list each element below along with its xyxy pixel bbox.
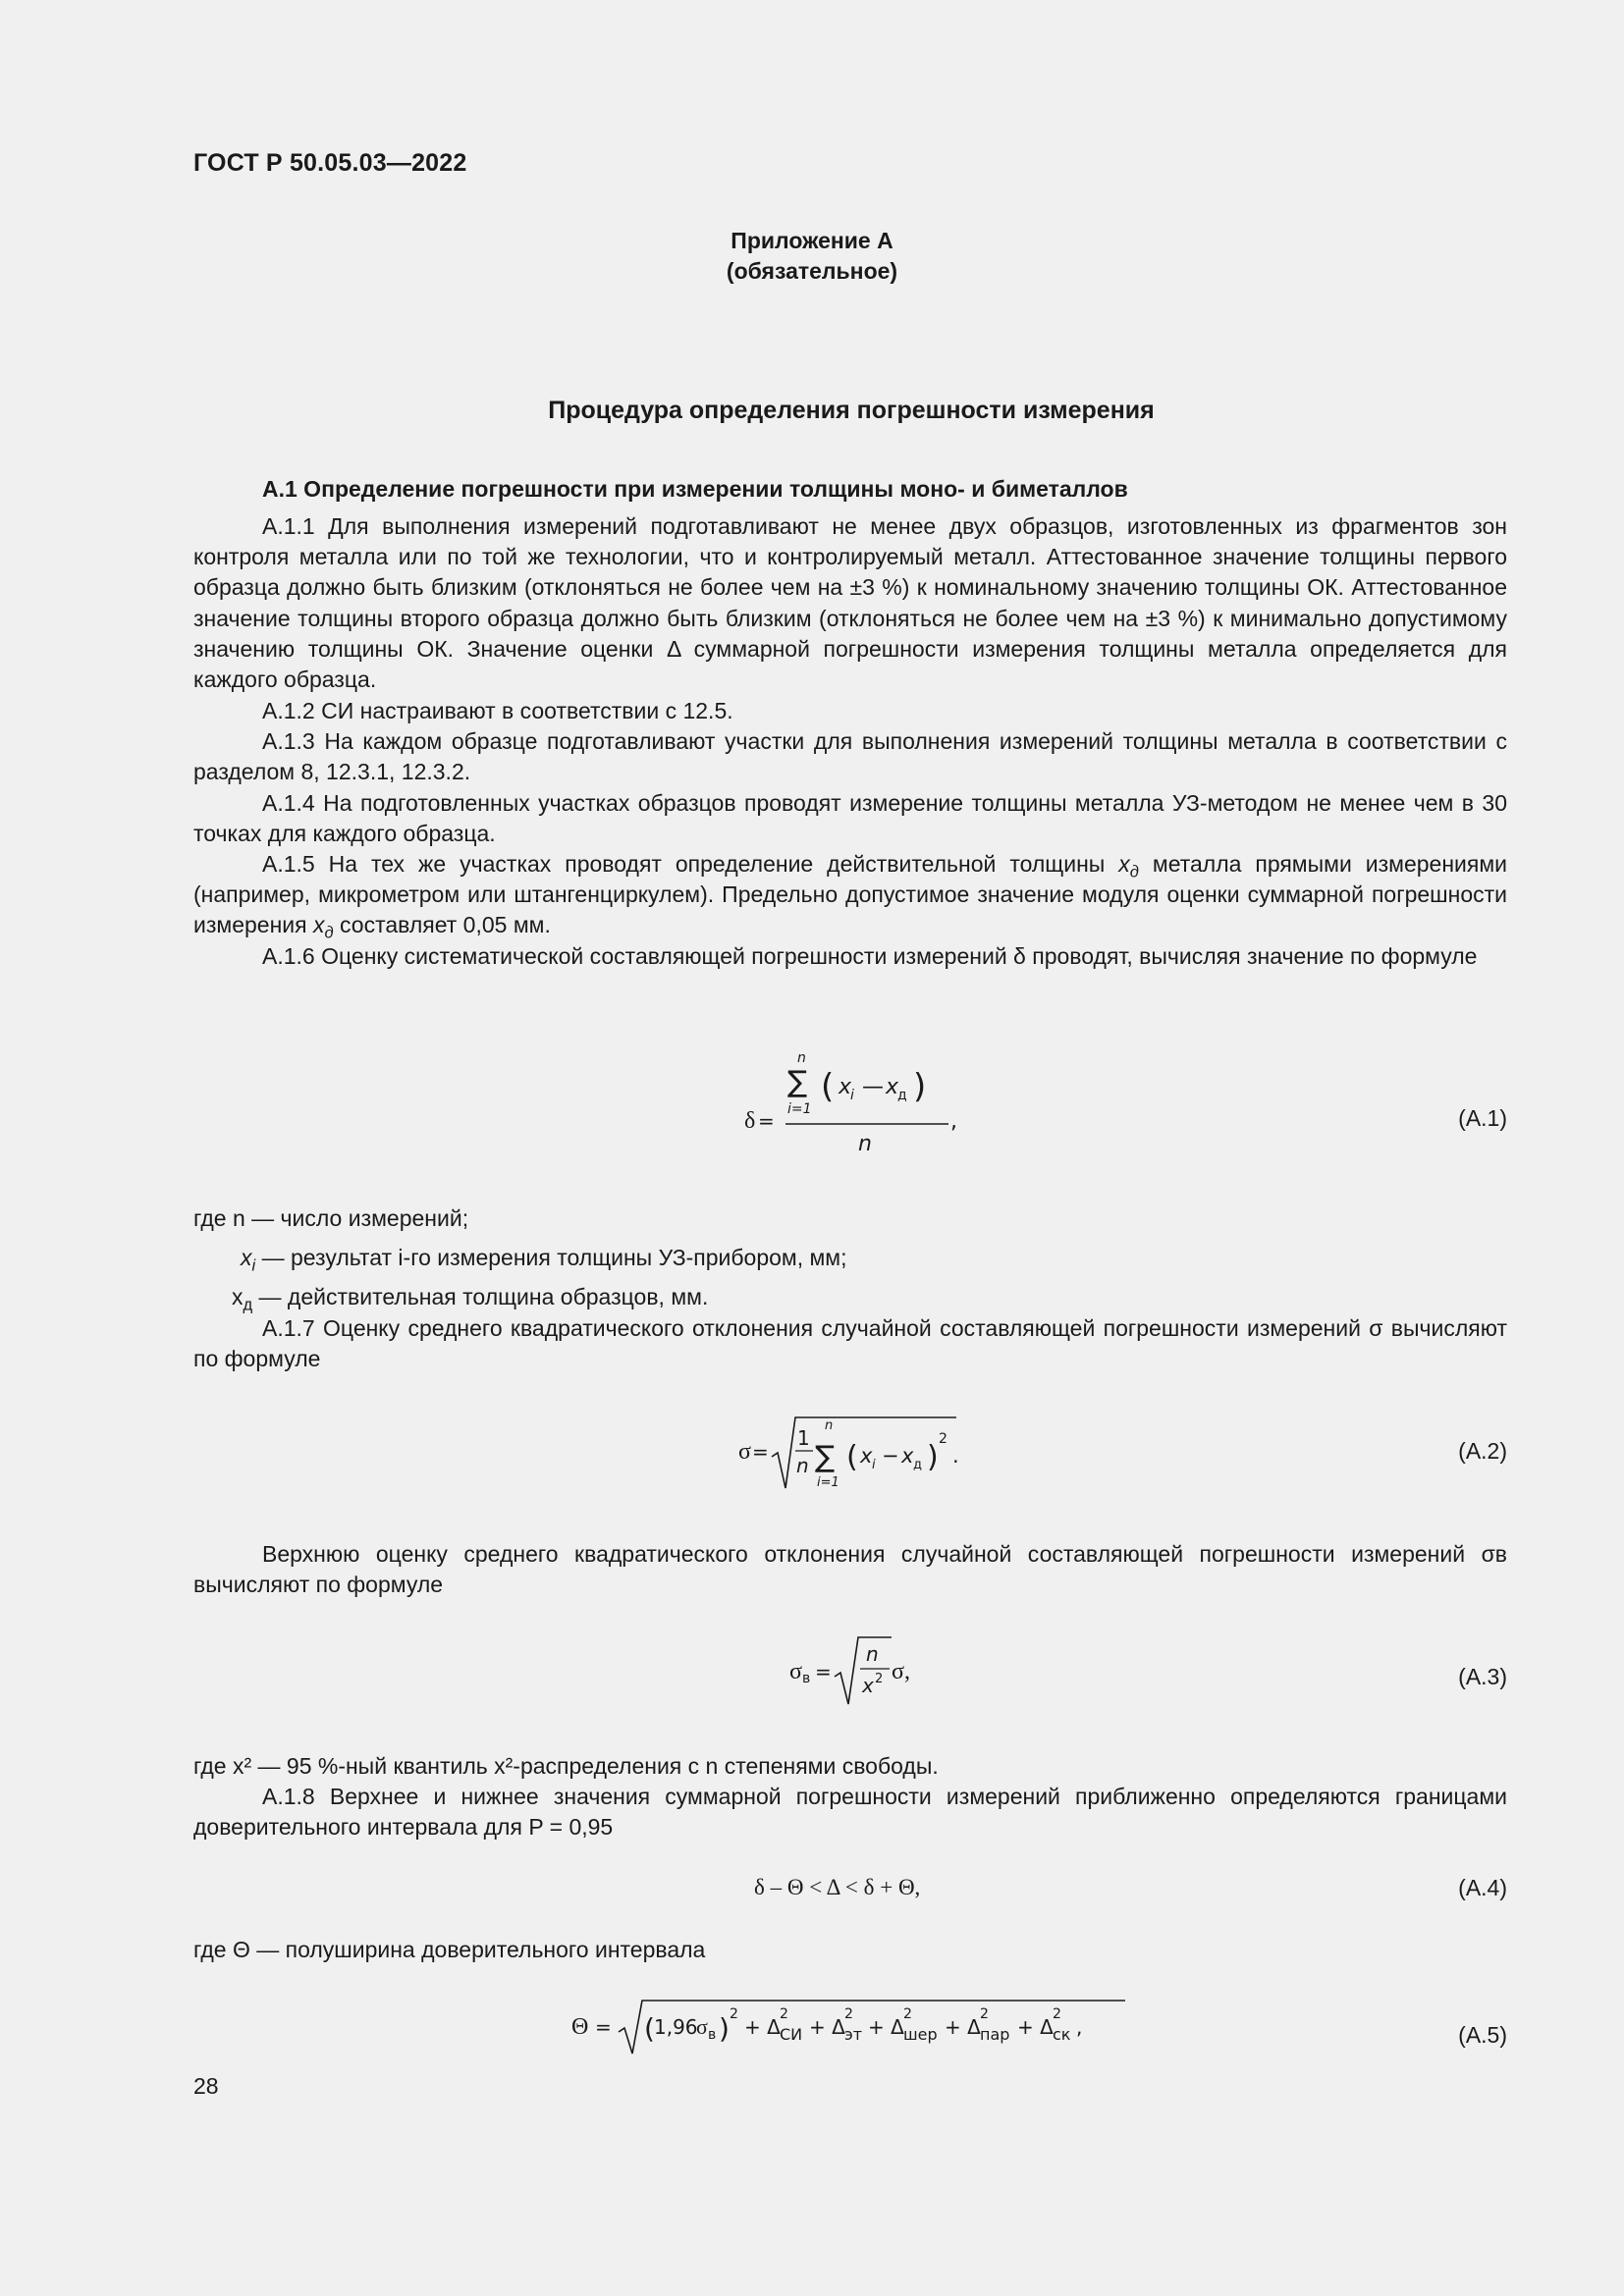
var-xd: $x_д$: [1118, 851, 1139, 881]
svg-text:(: (: [644, 2012, 655, 2045]
paragraph-where-theta: где Θ — полуширина доверительного интервала: [193, 1937, 706, 1962]
svg-text:i: i: [850, 1088, 854, 1103]
svg-text:=: =: [595, 2015, 612, 2039]
svg-text:δ: δ: [744, 1108, 756, 1134]
svg-text:x: x: [860, 1444, 873, 1468]
svg-text:σ: σ: [789, 1659, 802, 1684]
paragraph-a17: [193, 1313, 1507, 1374]
svg-text:+ Δ: + Δ: [868, 2015, 904, 2039]
svg-text:x: x: [901, 1444, 914, 1468]
svg-text:2: 2: [980, 2006, 989, 2022]
svg-text:=: =: [758, 1109, 775, 1133]
formula-a3-number: (А.3): [1458, 1664, 1507, 1689]
appendix-name: Приложение А: [731, 228, 893, 253]
svg-text:2: 2: [903, 2006, 912, 2022]
svg-text:−: −: [882, 1444, 899, 1468]
section-heading: А.1 Определение погрешности при измерении толщины моно- и биметаллов: [262, 476, 1128, 502]
svg-text:∑: ∑: [815, 1440, 836, 1474]
document-id: ГОСТ Р 50.05.03—2022: [193, 149, 467, 177]
svg-text:2: 2: [730, 2006, 738, 2022]
formula-a2-graphic: [734, 1408, 980, 1496]
svg-text:,: ,: [1076, 2015, 1083, 2039]
svg-text:пар: пар: [980, 2025, 1010, 2044]
svg-text:): ): [927, 1440, 939, 1474]
svg-text:+ Δ: + Δ: [744, 2015, 781, 2039]
page-number: 28: [193, 2073, 219, 2099]
where-xi-text: — результат i-го измерения толщины УЗ-прибором, мм;: [261, 1245, 847, 1270]
formula-a4-number: (А.4): [1458, 1875, 1507, 1900]
svg-text:Θ: Θ: [571, 2014, 589, 2040]
where-xd: $x_д$ — действительная толщина образцов, мм.: [232, 1284, 709, 1314]
appendix-status: (обязательное): [726, 258, 898, 284]
svg-text:σ: σ: [696, 2014, 708, 2039]
paragraph-a11: [193, 511, 1507, 695]
svg-text:1: 1: [797, 1426, 810, 1450]
svg-text:i=1: i=1: [817, 1475, 839, 1490]
svg-text:+ Δ: + Δ: [945, 2015, 981, 2039]
svg-text:x: x: [839, 1075, 852, 1099]
svg-text:(: (: [846, 1440, 858, 1474]
svg-text:n: n: [825, 1418, 834, 1433]
where-xi: $x_i$ — результат i-го измерения толщины УЗ-прибором, мм;: [241, 1245, 847, 1275]
svg-text:n: n: [866, 1642, 879, 1666]
svg-text:i: i: [872, 1458, 876, 1472]
svg-text:=: =: [752, 1440, 769, 1464]
paragraph-a13-text: А.1.3 На каждом образце подготавливают участки для выполнения измерений толщины металла в соответствии с разделом 8, 12.3.1, 12.3.2.: [193, 728, 1507, 785]
svg-text:д: д: [913, 1458, 922, 1472]
svg-text:∑: ∑: [787, 1065, 808, 1099]
svg-text:x: x: [862, 1674, 874, 1697]
svg-text:2: 2: [844, 2006, 853, 2022]
paragraph-a11-text: А.1.1 Для выполнения измерений подготавливают не менее двух образцов, изготовленных из фрагментов зон контроля металла или по той же технологии, что и контролируемый металл. Аттестованное значение толщины первого образца должно быть близким (отклоняться не более чем на ±3 %) к номинальному значению толщины ОК. Аттестованное значение толщины второго образца должно быть близким (отклоняться не более чем на ±3 %) к минимально допустимому значению толщины ОК. Значение оценки Δ суммарной погрешности измерения толщины металла определяется для каждого образца.: [193, 513, 1507, 693]
paragraph-a15-part3: составляет 0,05 мм.: [340, 912, 551, 938]
svg-text:): ): [719, 2012, 730, 2045]
svg-text:шер: шер: [903, 2025, 938, 2044]
paragraph-a16-text: А.1.6 Оценку систематической составляющей погрешности измерений δ проводят, вычисляя значение по формуле: [262, 943, 1478, 969]
svg-text:σ,: σ,: [892, 1659, 910, 1684]
formula-a5-graphic: [568, 1989, 1137, 2057]
paragraph-a18: [193, 1782, 1507, 1842]
formula-a1-number: (А.1): [1458, 1105, 1507, 1131]
svg-text:2: 2: [1053, 2006, 1061, 2022]
svg-text:эт: эт: [844, 2025, 863, 2044]
procedure-title: Процедура определения погрешности измерения: [548, 397, 1155, 424]
svg-text:в: в: [708, 2027, 717, 2043]
svg-text:+ Δ: + Δ: [1017, 2015, 1054, 2039]
formula-a2-number: (А.2): [1458, 1438, 1507, 1464]
formula-a1-graphic: [736, 1041, 972, 1158]
svg-text:i=1: i=1: [787, 1101, 812, 1117]
svg-text:σ: σ: [738, 1439, 751, 1465]
svg-text:(: (: [821, 1067, 835, 1106]
paragraph-a15: [193, 849, 1507, 941]
svg-text:1,96: 1,96: [654, 2015, 698, 2039]
where-xd-text: — действительная толщина образцов, мм.: [258, 1284, 709, 1309]
paragraph-a15-part1: А.1.5 На тех же участках проводят определение действительной толщины: [262, 851, 1106, 877]
paragraph-a18-text: А.1.8 Верхнее и нижнее значения суммарной погрешности измерений приближенно определяются границами доверительного интервала для P = 0,95: [193, 1784, 1507, 1841]
paragraph-a13: [193, 726, 1507, 787]
appendix-title: [0, 226, 1624, 287]
paragraph-a12-text: А.1.2 СИ настраивают в соответствии с 12.5.: [262, 698, 733, 723]
paragraph-a14-text: А.1.4 На подготовленных участках образцов проводят измерение толщины металла УЗ-методом не менее чем в 30 точках для каждого образца.: [193, 790, 1507, 847]
svg-text:x: x: [886, 1075, 899, 1099]
paragraph-a16: [193, 941, 1507, 972]
paragraph-a15-part2: металла прямыми измерениями (например, микрометром или штангенциркулем). Предельно допустимое значение модуля оценки суммарной погрешности измерения: [193, 851, 1508, 938]
formula-a4-text: δ – Θ < Δ < δ + Θ,: [754, 1875, 921, 1899]
svg-text:—: —: [862, 1075, 884, 1099]
paragraph-a12: [193, 696, 1507, 726]
svg-text:): ): [913, 1067, 927, 1106]
svg-text:2: 2: [939, 1431, 947, 1447]
paragraph-upper-estimate-text: Верхнюю оценку среднего квадратического отклонения случайной составляющей погрешности измерений σв вычисляют по формуле: [193, 1541, 1507, 1598]
svg-text:СИ: СИ: [780, 2025, 803, 2044]
svg-text:n: n: [858, 1132, 872, 1156]
svg-text:+ Δ: + Δ: [809, 2015, 845, 2039]
svg-text:=: =: [815, 1660, 832, 1683]
paragraph-where-chi: где x² — 95 %-ный квантиль x²-распределения с n степенями свободы.: [193, 1753, 939, 1779]
var-xd: $x_д$: [312, 912, 334, 942]
paragraph-a17-text: А.1.7 Оценку среднего квадратического отклонения случайной составляющей погрешности измерений σ вычисляют по формуле: [193, 1315, 1507, 1372]
svg-text:.: .: [952, 1444, 959, 1468]
svg-text:2: 2: [780, 2006, 788, 2022]
svg-text:2: 2: [875, 1672, 884, 1686]
svg-text:,: ,: [950, 1109, 957, 1134]
paragraph-a14: [193, 788, 1507, 849]
paragraph-upper-estimate: [193, 1539, 1507, 1600]
formula-a3-graphic: [785, 1629, 933, 1708]
svg-text:д: д: [897, 1088, 907, 1103]
svg-text:в: в: [802, 1671, 811, 1686]
where-n: где n — число измерений;: [193, 1205, 469, 1231]
svg-text:ск: ск: [1053, 2025, 1071, 2044]
svg-text:n: n: [797, 1050, 806, 1066]
formula-a5-number: (А.5): [1458, 2022, 1507, 2048]
svg-text:n: n: [796, 1454, 809, 1477]
